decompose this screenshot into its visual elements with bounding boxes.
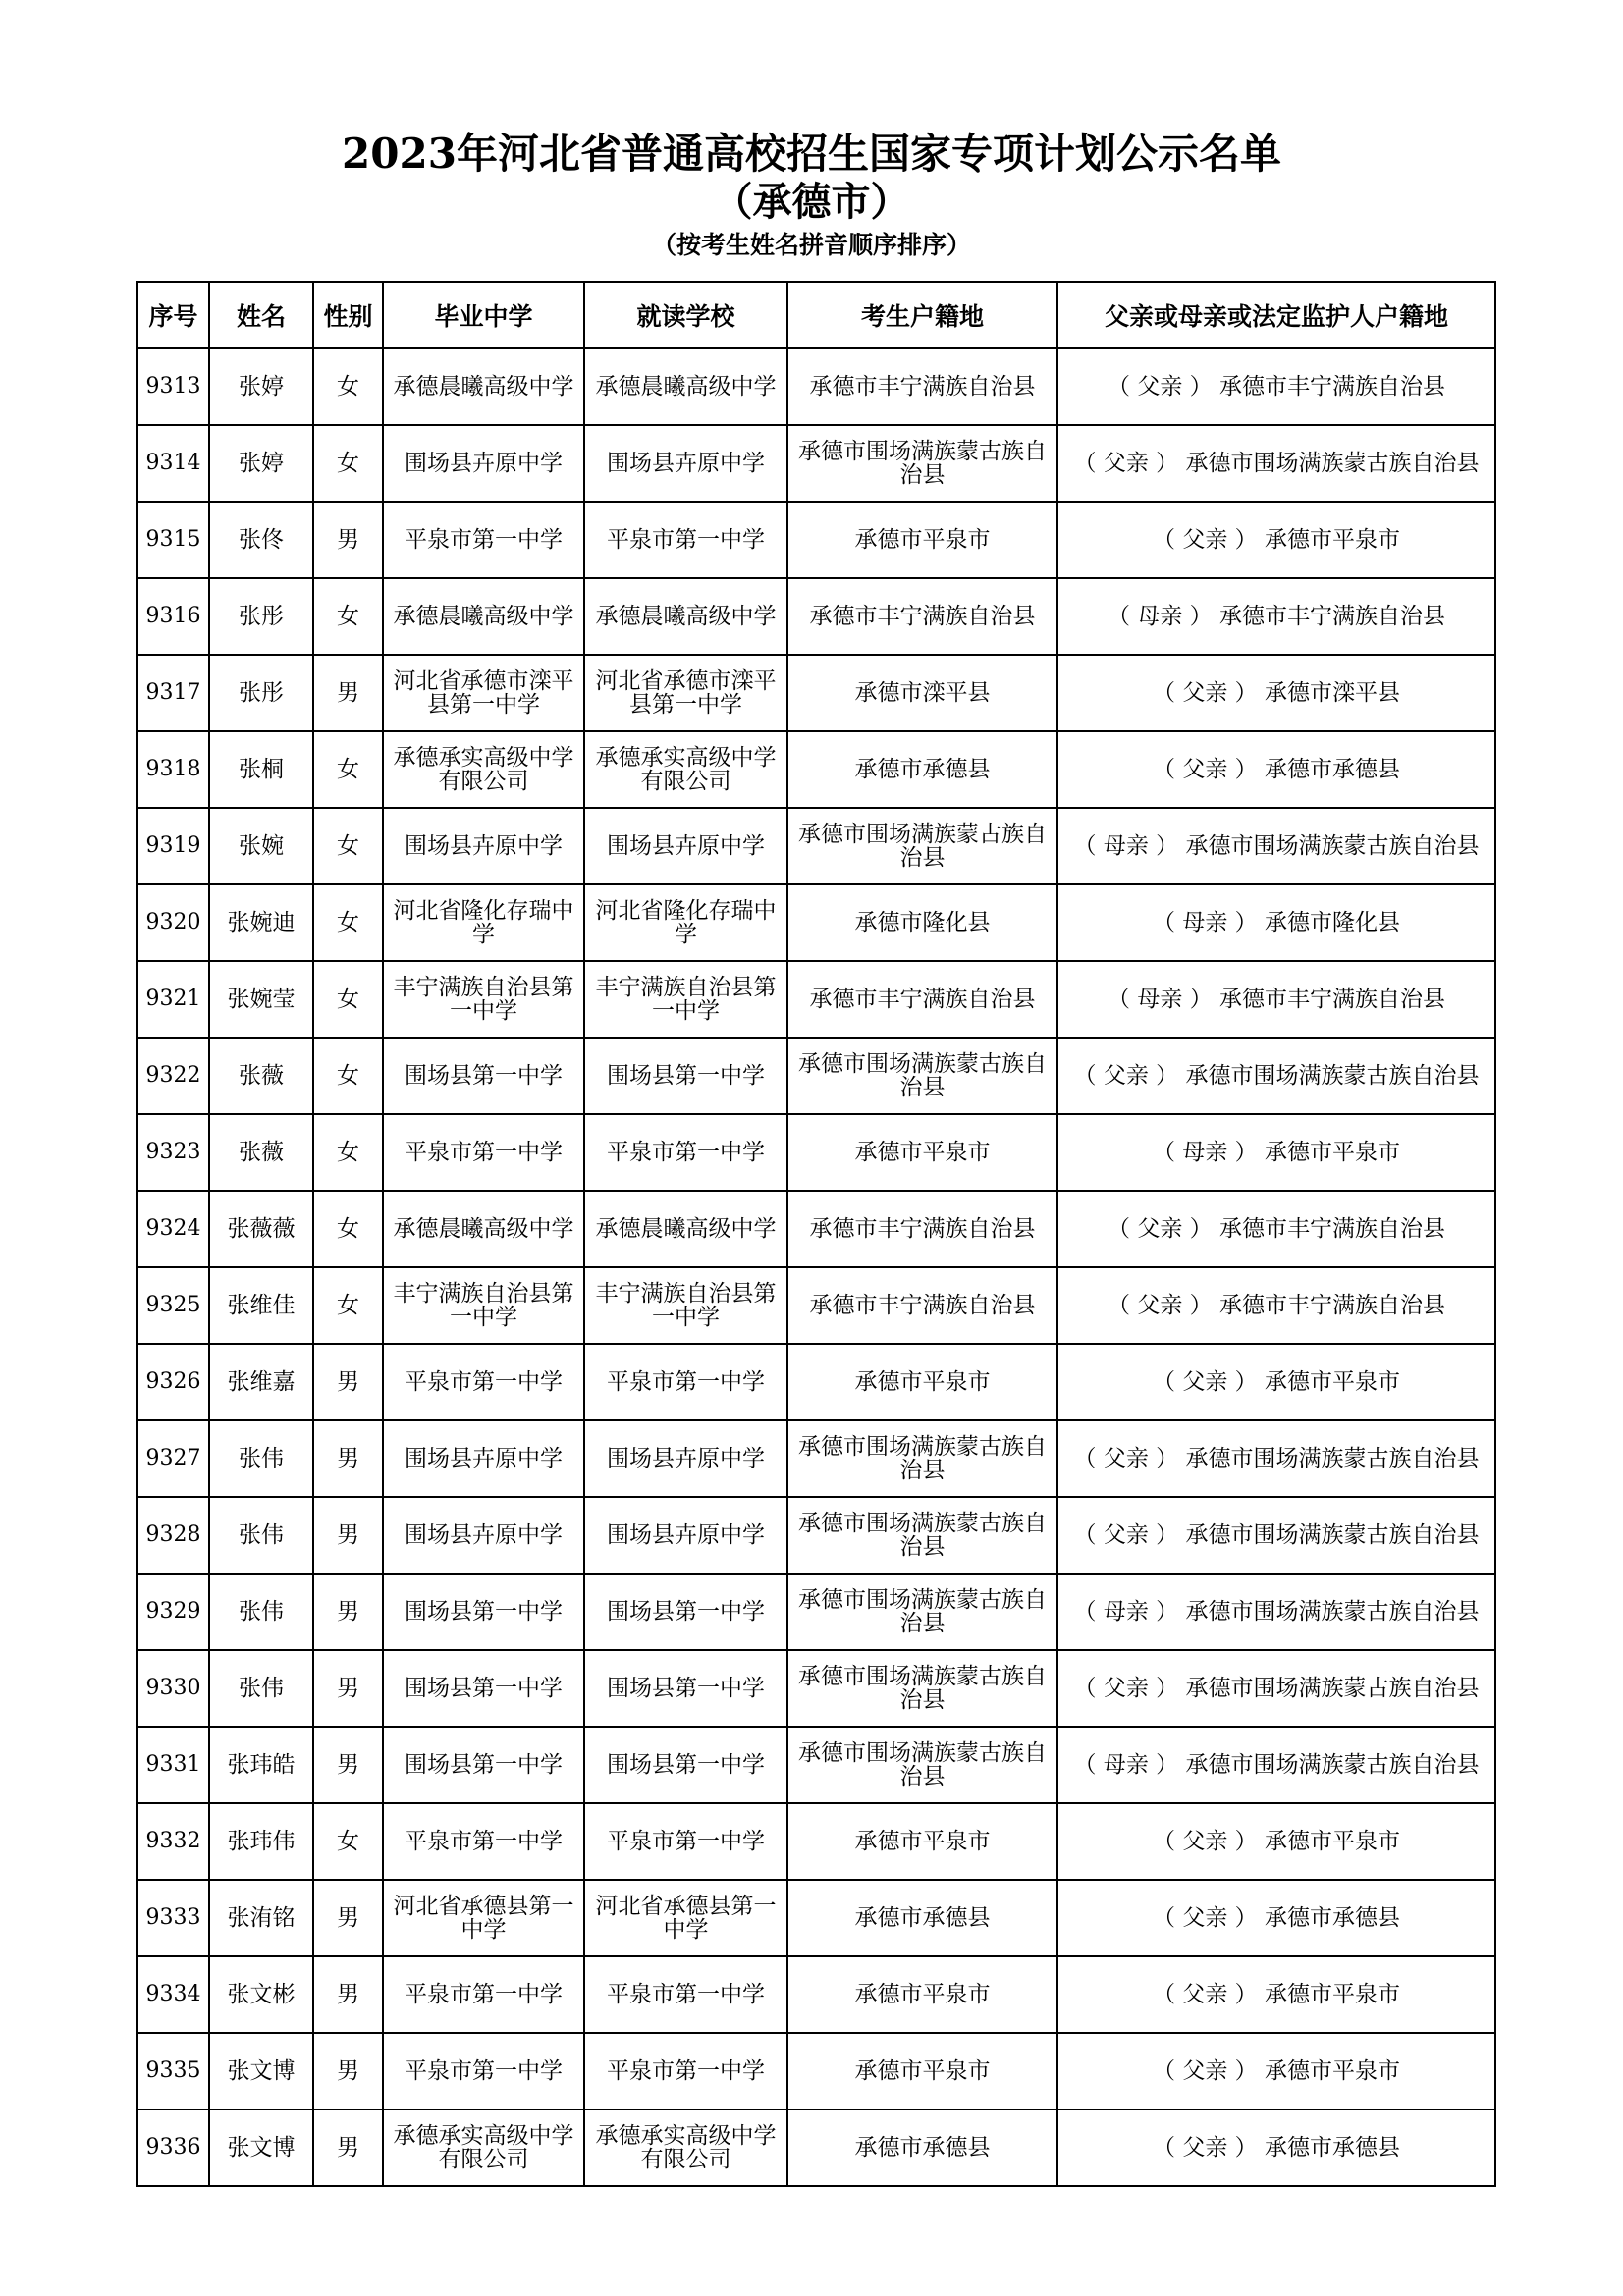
cell-guardian-hukou: （ 母亲 ） 承德市围场满族蒙古族自治县	[1057, 808, 1495, 884]
cell-grad-school: 围场县第一中学	[383, 1574, 584, 1650]
table-row	[137, 1574, 1495, 1650]
cell-grad-school: 承德晨曦高级中学	[383, 348, 584, 425]
cell-hukou: 承德市滦平县	[787, 655, 1057, 731]
cell-name: 张伟	[209, 1574, 313, 1650]
cell-guardian-hukou: （ 父亲 ） 承德市平泉市	[1057, 502, 1495, 578]
table-row	[137, 1344, 1495, 1420]
table-row	[137, 1420, 1495, 1497]
cell-grad-school: 承德晨曦高级中学	[383, 1191, 584, 1267]
table-row	[137, 1267, 1495, 1344]
cell-guardian-hukou: （ 父亲 ） 承德市承德县	[1057, 2109, 1495, 2186]
cell-name: 张婷	[209, 425, 313, 502]
cell-name: 张玮皓	[209, 1727, 313, 1803]
cell-seq: 9336	[137, 2109, 209, 2186]
cell-grad-school: 平泉市第一中学	[383, 1803, 584, 1880]
cell-grad-school: 河北省承德县第一中学	[383, 1880, 584, 1956]
cell-seq: 9313	[137, 348, 209, 425]
cell-guardian-hukou: （ 父亲 ） 承德市滦平县	[1057, 655, 1495, 731]
table-row	[137, 578, 1495, 655]
cell-current-school: 承德承实高级中学有限公司	[584, 2109, 787, 2186]
cell-gender: 女	[313, 961, 383, 1038]
cell-hukou: 承德市承德县	[787, 2109, 1057, 2186]
cell-seq: 9317	[137, 655, 209, 731]
cell-current-school: 围场县第一中学	[584, 1650, 787, 1727]
cell-current-school: 丰宁满族自治县第一中学	[584, 1267, 787, 1344]
cell-hukou: 承德市承德县	[787, 1880, 1057, 1956]
column-header-seq: 序号	[137, 282, 209, 348]
cell-guardian-hukou: （ 父亲 ） 承德市丰宁满族自治县	[1057, 1191, 1495, 1267]
cell-name: 张婉迪	[209, 884, 313, 961]
cell-hukou: 承德市丰宁满族自治县	[787, 961, 1057, 1038]
cell-guardian-hukou: （ 父亲 ） 承德市围场满族蒙古族自治县	[1057, 425, 1495, 502]
sort-note: （按考生姓名拼音顺序排序）	[651, 231, 971, 259]
cell-current-school: 围场县第一中学	[584, 1574, 787, 1650]
cell-hukou: 承德市隆化县	[787, 884, 1057, 961]
cell-guardian-hukou: （ 父亲 ） 承德市围场满族蒙古族自治县	[1057, 1650, 1495, 1727]
cell-grad-school: 丰宁满族自治县第一中学	[383, 1267, 584, 1344]
cell-hukou: 承德市平泉市	[787, 1803, 1057, 1880]
cell-name: 张文博	[209, 2109, 313, 2186]
cell-hukou: 承德市丰宁满族自治县	[787, 1267, 1057, 1344]
cell-gender: 男	[313, 1880, 383, 1956]
page-subtitle: （承德市）	[713, 179, 910, 225]
table-row	[137, 961, 1495, 1038]
page-title: 2023年河北省普通高校招生国家专项计划公示名单	[342, 130, 1281, 178]
cell-hukou: 承德市围场满族蒙古族自治县	[787, 1497, 1057, 1574]
cell-hukou: 承德市围场满族蒙古族自治县	[787, 425, 1057, 502]
table-row	[137, 1803, 1495, 1880]
cell-hukou: 承德市围场满族蒙古族自治县	[787, 808, 1057, 884]
cell-seq: 9324	[137, 1191, 209, 1267]
cell-name: 张洧铭	[209, 1880, 313, 1956]
cell-seq: 9333	[137, 1880, 209, 1956]
cell-seq: 9318	[137, 731, 209, 808]
cell-current-school: 围场县卉原中学	[584, 1497, 787, 1574]
cell-current-school: 围场县卉原中学	[584, 1420, 787, 1497]
cell-hukou: 承德市丰宁满族自治县	[787, 1191, 1057, 1267]
cell-current-school: 河北省承德县第一中学	[584, 1880, 787, 1956]
cell-current-school: 承德晨曦高级中学	[584, 1191, 787, 1267]
cell-gender: 男	[313, 1574, 383, 1650]
cell-current-school: 丰宁满族自治县第一中学	[584, 961, 787, 1038]
cell-grad-school: 平泉市第一中学	[383, 1114, 584, 1191]
cell-guardian-hukou: （ 母亲 ） 承德市隆化县	[1057, 884, 1495, 961]
cell-grad-school: 围场县卉原中学	[383, 1420, 584, 1497]
cell-gender: 女	[313, 1803, 383, 1880]
table-row	[137, 1650, 1495, 1727]
cell-name: 张薇薇	[209, 1191, 313, 1267]
cell-guardian-hukou: （ 父亲 ） 承德市丰宁满族自治县	[1057, 1267, 1495, 1344]
cell-guardian-hukou: （ 母亲 ） 承德市平泉市	[1057, 1114, 1495, 1191]
cell-current-school: 平泉市第一中学	[584, 1956, 787, 2033]
cell-hukou: 承德市围场满族蒙古族自治县	[787, 1727, 1057, 1803]
cell-hukou: 承德市围场满族蒙古族自治县	[787, 1420, 1057, 1497]
cell-guardian-hukou: （ 父亲 ） 承德市丰宁满族自治县	[1057, 348, 1495, 425]
cell-hukou: 承德市平泉市	[787, 1956, 1057, 2033]
cell-name: 张伟	[209, 1497, 313, 1574]
cell-current-school: 围场县第一中学	[584, 1727, 787, 1803]
column-header-guardian-hukou: 父亲或母亲或法定监护人户籍地	[1057, 282, 1495, 348]
cell-name: 张玮伟	[209, 1803, 313, 1880]
cell-grad-school: 围场县卉原中学	[383, 808, 584, 884]
table-row	[137, 1191, 1495, 1267]
cell-hukou: 承德市丰宁满族自治县	[787, 578, 1057, 655]
cell-gender: 男	[313, 1727, 383, 1803]
cell-grad-school: 围场县卉原中学	[383, 1497, 584, 1574]
cell-name: 张伟	[209, 1420, 313, 1497]
cell-gender: 男	[313, 502, 383, 578]
table-row	[137, 731, 1495, 808]
cell-guardian-hukou: （ 父亲 ） 承德市围场满族蒙古族自治县	[1057, 1497, 1495, 1574]
cell-name: 张维嘉	[209, 1344, 313, 1420]
cell-hukou: 承德市承德县	[787, 731, 1057, 808]
cell-current-school: 围场县第一中学	[584, 1038, 787, 1114]
cell-gender: 女	[313, 578, 383, 655]
cell-guardian-hukou: （ 父亲 ） 承德市平泉市	[1057, 2033, 1495, 2109]
table-row	[137, 884, 1495, 961]
table-body	[137, 348, 1495, 2186]
column-header-grad-school: 毕业中学	[383, 282, 584, 348]
cell-name: 张薇	[209, 1038, 313, 1114]
cell-guardian-hukou: （ 父亲 ） 承德市承德县	[1057, 731, 1495, 808]
cell-hukou: 承德市丰宁满族自治县	[787, 348, 1057, 425]
table-row	[137, 655, 1495, 731]
cell-gender: 男	[313, 655, 383, 731]
cell-current-school: 平泉市第一中学	[584, 1114, 787, 1191]
table-row	[137, 1497, 1495, 1574]
cell-seq: 9321	[137, 961, 209, 1038]
cell-seq: 9329	[137, 1574, 209, 1650]
cell-hukou: 承德市平泉市	[787, 1114, 1057, 1191]
cell-guardian-hukou: （ 父亲 ） 承德市平泉市	[1057, 1803, 1495, 1880]
cell-hukou: 承德市平泉市	[787, 2033, 1057, 2109]
cell-guardian-hukou: （ 母亲 ） 承德市围场满族蒙古族自治县	[1057, 1574, 1495, 1650]
cell-name: 张伟	[209, 1650, 313, 1727]
cell-current-school: 围场县卉原中学	[584, 425, 787, 502]
cell-name: 张维佳	[209, 1267, 313, 1344]
cell-hukou: 承德市围场满族蒙古族自治县	[787, 1574, 1057, 1650]
cell-guardian-hukou: （ 父亲 ） 承德市围场满族蒙古族自治县	[1057, 1420, 1495, 1497]
table-row	[137, 502, 1495, 578]
cell-seq: 9319	[137, 808, 209, 884]
cell-grad-school: 围场县第一中学	[383, 1038, 584, 1114]
cell-grad-school: 围场县第一中学	[383, 1650, 584, 1727]
cell-grad-school: 平泉市第一中学	[383, 502, 584, 578]
cell-seq: 9323	[137, 1114, 209, 1191]
cell-seq: 9328	[137, 1497, 209, 1574]
cell-grad-school: 河北省隆化存瑞中学	[383, 884, 584, 961]
cell-grad-school: 平泉市第一中学	[383, 1956, 584, 2033]
cell-gender: 男	[313, 2033, 383, 2109]
cell-name: 张文博	[209, 2033, 313, 2109]
cell-gender: 女	[313, 808, 383, 884]
cell-current-school: 平泉市第一中学	[584, 1344, 787, 1420]
cell-seq: 9327	[137, 1420, 209, 1497]
roster-table	[136, 281, 1496, 2187]
table-row	[137, 808, 1495, 884]
column-header-name: 姓名	[209, 282, 313, 348]
table-row	[137, 1727, 1495, 1803]
cell-gender: 女	[313, 731, 383, 808]
cell-name: 张佟	[209, 502, 313, 578]
cell-name: 张薇	[209, 1114, 313, 1191]
table-header-row	[137, 282, 1495, 348]
cell-seq: 9335	[137, 2033, 209, 2109]
cell-gender: 男	[313, 2109, 383, 2186]
cell-current-school: 承德承实高级中学有限公司	[584, 731, 787, 808]
table-row	[137, 1038, 1495, 1114]
cell-grad-school: 承德晨曦高级中学	[383, 578, 584, 655]
table-row	[137, 348, 1495, 425]
cell-current-school: 承德晨曦高级中学	[584, 578, 787, 655]
column-header-gender: 性别	[313, 282, 383, 348]
cell-hukou: 承德市围场满族蒙古族自治县	[787, 1038, 1057, 1114]
column-header-hukou: 考生户籍地	[787, 282, 1057, 348]
cell-guardian-hukou: （ 父亲 ） 承德市平泉市	[1057, 1956, 1495, 2033]
cell-gender: 女	[313, 884, 383, 961]
cell-current-school: 承德晨曦高级中学	[584, 348, 787, 425]
cell-seq: 9316	[137, 578, 209, 655]
table-row	[137, 1114, 1495, 1191]
cell-seq: 9330	[137, 1650, 209, 1727]
cell-gender: 男	[313, 1497, 383, 1574]
table-row	[137, 2109, 1495, 2186]
cell-current-school: 河北省承德市滦平县第一中学	[584, 655, 787, 731]
cell-seq: 9320	[137, 884, 209, 961]
table-row	[137, 1880, 1495, 1956]
cell-hukou: 承德市平泉市	[787, 1344, 1057, 1420]
cell-grad-school: 围场县第一中学	[383, 1727, 584, 1803]
cell-seq: 9332	[137, 1803, 209, 1880]
cell-grad-school: 平泉市第一中学	[383, 1344, 584, 1420]
cell-guardian-hukou: （ 母亲 ） 承德市围场满族蒙古族自治县	[1057, 1727, 1495, 1803]
cell-seq: 9331	[137, 1727, 209, 1803]
cell-grad-school: 丰宁满族自治县第一中学	[383, 961, 584, 1038]
cell-gender: 女	[313, 1114, 383, 1191]
cell-current-school: 围场县卉原中学	[584, 808, 787, 884]
cell-grad-school: 围场县卉原中学	[383, 425, 584, 502]
cell-grad-school: 河北省承德市滦平县第一中学	[383, 655, 584, 731]
cell-gender: 男	[313, 1420, 383, 1497]
cell-hukou: 承德市平泉市	[787, 502, 1057, 578]
cell-guardian-hukou: （ 母亲 ） 承德市丰宁满族自治县	[1057, 961, 1495, 1038]
cell-gender: 男	[313, 1650, 383, 1727]
cell-gender: 女	[313, 425, 383, 502]
cell-name: 张彤	[209, 578, 313, 655]
cell-seq: 9314	[137, 425, 209, 502]
cell-name: 张文彬	[209, 1956, 313, 2033]
cell-gender: 男	[313, 1956, 383, 2033]
cell-current-school: 平泉市第一中学	[584, 1803, 787, 1880]
cell-guardian-hukou: （ 父亲 ） 承德市围场满族蒙古族自治县	[1057, 1038, 1495, 1114]
table-row	[137, 1956, 1495, 2033]
cell-grad-school: 平泉市第一中学	[383, 2033, 584, 2109]
cell-gender: 女	[313, 1038, 383, 1114]
cell-guardian-hukou: （ 父亲 ） 承德市平泉市	[1057, 1344, 1495, 1420]
cell-name: 张彤	[209, 655, 313, 731]
cell-name: 张桐	[209, 731, 313, 808]
table-row	[137, 425, 1495, 502]
cell-gender: 男	[313, 1344, 383, 1420]
cell-gender: 女	[313, 1267, 383, 1344]
cell-grad-school: 承德承实高级中学有限公司	[383, 2109, 584, 2186]
cell-seq: 9334	[137, 1956, 209, 2033]
cell-name: 张婉莹	[209, 961, 313, 1038]
cell-current-school: 平泉市第一中学	[584, 2033, 787, 2109]
cell-seq: 9325	[137, 1267, 209, 1344]
cell-name: 张婷	[209, 348, 313, 425]
cell-gender: 女	[313, 1191, 383, 1267]
column-header-current-school: 就读学校	[584, 282, 787, 348]
cell-current-school: 平泉市第一中学	[584, 502, 787, 578]
cell-gender: 女	[313, 348, 383, 425]
cell-seq: 9326	[137, 1344, 209, 1420]
cell-current-school: 河北省隆化存瑞中学	[584, 884, 787, 961]
cell-guardian-hukou: （ 母亲 ） 承德市丰宁满族自治县	[1057, 578, 1495, 655]
cell-guardian-hukou: （ 父亲 ） 承德市承德县	[1057, 1880, 1495, 1956]
cell-seq: 9315	[137, 502, 209, 578]
cell-grad-school: 承德承实高级中学有限公司	[383, 731, 584, 808]
table-row	[137, 2033, 1495, 2109]
cell-seq: 9322	[137, 1038, 209, 1114]
cell-name: 张婉	[209, 808, 313, 884]
cell-hukou: 承德市围场满族蒙古族自治县	[787, 1650, 1057, 1727]
